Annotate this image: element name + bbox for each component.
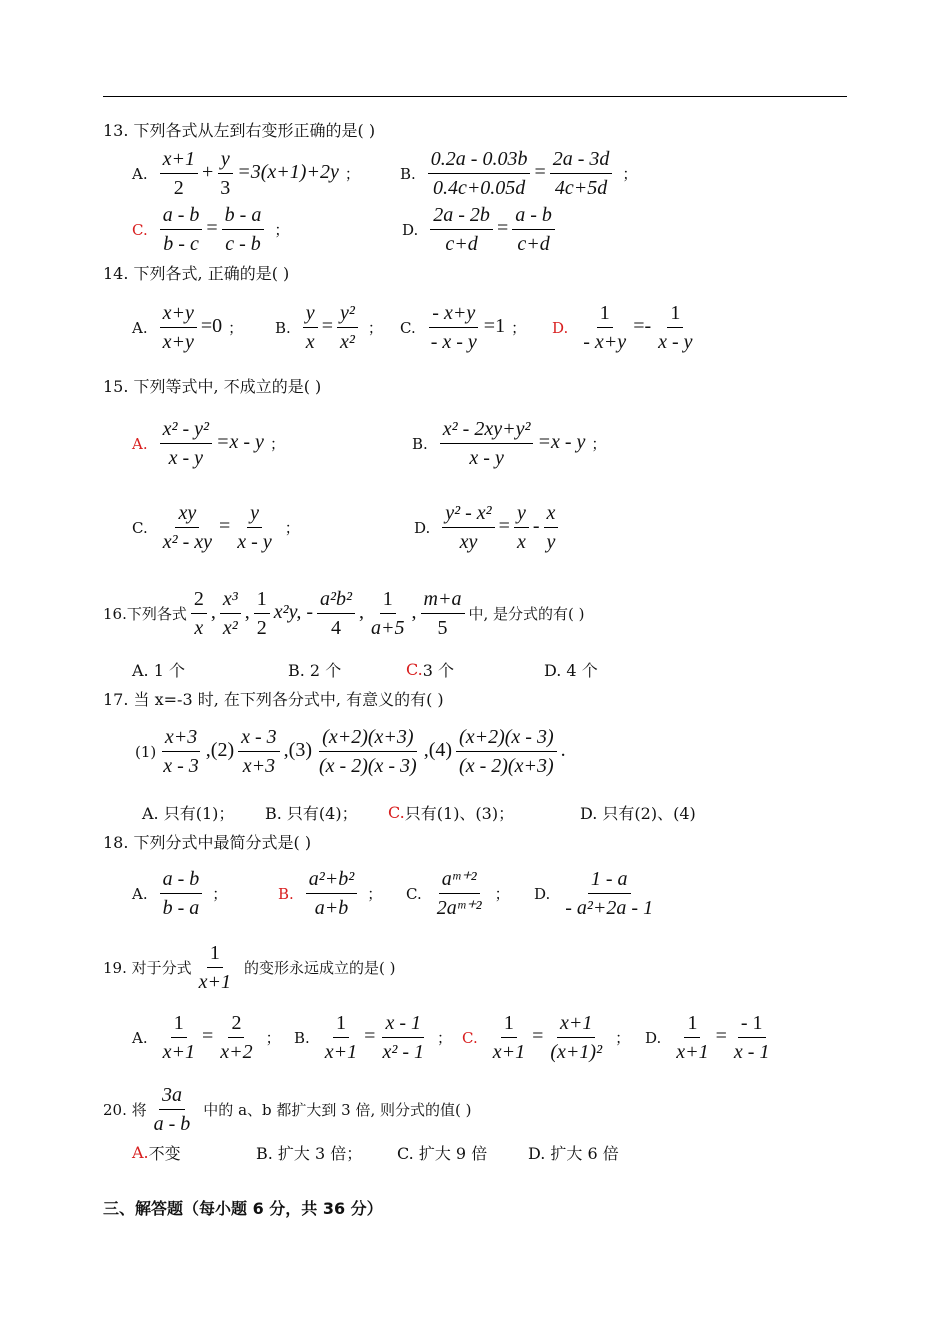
q13-option-a: A. $\frac{x+1}{2}$ + $\frac{y}{3}$ =3(x+1)+2y ； [132, 148, 360, 199]
question-19-title: 19. 对于分式 $\frac{1}{x+1}$ 的变形永远成立的是( ) [103, 942, 396, 993]
q19-option-c: C. $\frac{1}{x+1}$ = $\frac{x+1}{\text{(x+1)²}}$ ； [462, 1012, 631, 1063]
question-13-title: 13. 下列各式从左到右变形正确的是( ) [103, 121, 376, 140]
q16-option-b: B. 2 个 [288, 661, 342, 680]
q14-option-a: A. $\frac{x+y}{x+y}$ =0 ； [132, 302, 244, 353]
q18-option-a: A. $\frac{a - b}{b - a}$ ； [132, 868, 228, 919]
q17-expressions: (1) $\frac{x+3}{x - 3}$ ,(2) $\frac{x - 3}{x+3}$ ,(3) $\frac{(x+2)(x+3)}{(x - 2)(x - 3)}$ ,(4) $\frac{(x+2)(x - 3)}{(x - 2)(x+3)}$ . [135, 726, 566, 777]
question-15-title: 15. 下列等式中, 不成立的是( ) [103, 377, 322, 396]
q20-option-a: A. 不变 [132, 1143, 181, 1163]
question-16-title: 16.下列各式 $\frac{2}{x}$ , $\frac{\text{x³}}{\text{x²}}$ , $\frac{1}{2}$ x²y, - $\frac{\text{a²b²}}{4}$ , $\frac{1}{a+5}$ , $\frac{m+a}{5}$ 中, 是分式的有( ) [103, 588, 585, 639]
q16-option-d: D. 4 个 [544, 661, 598, 680]
q16-option-a: A. 1 个 [132, 661, 185, 680]
question-20-title: 20. 将 $\frac{3a}{a - b}$ 中的 a、b 都扩大到 3 倍, 则分式的值( ) [103, 1084, 472, 1135]
q20-option-c: C. 扩大 9 倍 [397, 1144, 488, 1163]
question-17-title: 17. 当 x=-3 时, 在下列各分式中, 有意义的有( ) [103, 690, 444, 709]
q17-option-a: A. 只有(1)； [142, 804, 235, 823]
q19-option-d: D. $\frac{1}{x+1}$ = $\frac{- 1}{x - 1}$ [645, 1012, 770, 1063]
q17-option-c: C. 只有(1)、(3)； [388, 803, 515, 823]
section-3-heading: 三、解答题（每小题 6 分，共 36 分） [103, 1199, 383, 1218]
q13-option-c: C. $\frac{a - b}{b - c}$ = $\frac{b - a}{c - b}$ ； [132, 204, 290, 255]
q16-option-c: C. 3 个 [406, 660, 455, 680]
q18-option-d: D. $\frac{1 - a}{\text{- a²+2a - 1}}$ [534, 868, 654, 919]
q15-option-c: C. $\frac{xy}{\text{x² - xy}}$ = $\frac{y}{x - y}$ ； [132, 502, 300, 553]
q18-option-c: C. $\frac{\text{aᵐ⁺²}}{\text{2aᵐ⁺²}}$ ； [406, 868, 510, 919]
q20-option-b: B. 扩大 3 倍； [256, 1144, 363, 1163]
question-18-title: 18. 下列分式中最简分式是( ) [103, 833, 312, 852]
q17-option-d: D. 只有(2)、(4) [580, 804, 696, 823]
question-14-title: 14. 下列各式, 正确的是( ) [103, 264, 290, 283]
q19-option-a: A. $\frac{1}{x+1}$ = $\frac{2}{x+2}$ ； [132, 1012, 281, 1063]
q14-option-c: C. $\frac{- x+y}{- x - y}$ =1 ； [400, 302, 527, 353]
q13-option-d: D. $\frac{2a - 2b}{c+d}$ = $\frac{a - b}{c+d}$ [402, 202, 559, 257]
q14-option-d: D. $\frac{1}{- x+y}$ =- $\frac{1}{x - y}$ [552, 302, 693, 353]
q14-option-b: B. $\frac{y}{x}$ = $\frac{\text{y²}}{\text{x²}}$ ； [275, 302, 383, 353]
q19-option-b: B. $\frac{1}{x+1}$ = $\frac{x - 1}{\text{x² - 1}}$ ； [294, 1012, 453, 1063]
q17-option-b: B. 只有(4)； [265, 804, 358, 823]
q15-option-d: D. $\frac{\text{y² - x²}}{xy}$ = $\frac{y}{x}$ - $\frac{x}{y}$ [414, 500, 562, 555]
q13-option-b: B. $\frac{0.2a - 0.03b}{0.4c+0.05d}$ = $\frac{2a - 3d}{4c+5d}$ ； [400, 148, 638, 199]
q15-option-a: A. $\frac{\text{x² - y²}}{x - y}$ =x - y ； [132, 418, 285, 469]
header-rule [103, 96, 847, 97]
q18-option-b: B. $\frac{\text{a²+b²}}{a+b}$ ； [278, 868, 383, 919]
q15-option-b: B. $\frac{\text{x² - 2xy+y²}}{x - y}$ =x - y ； [412, 418, 607, 469]
q20-option-d: D. 扩大 6 倍 [528, 1144, 619, 1163]
